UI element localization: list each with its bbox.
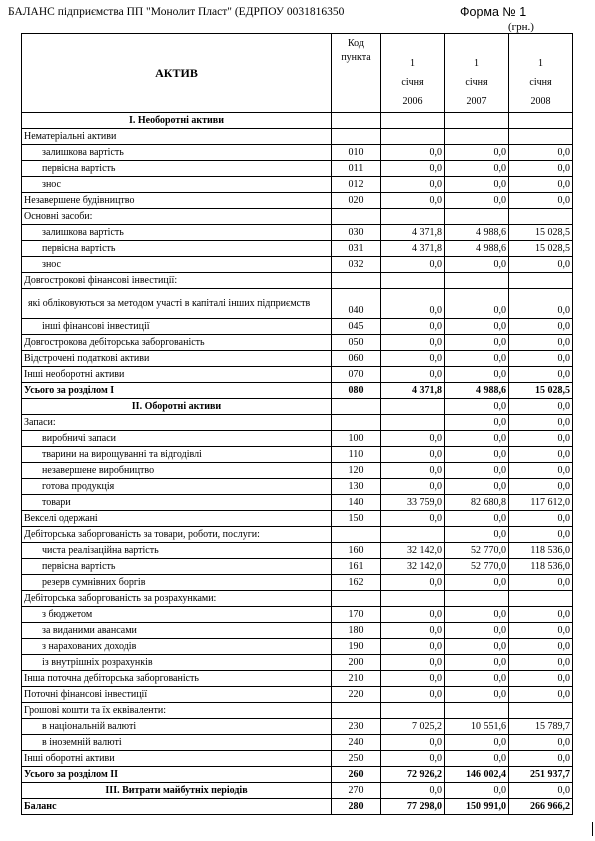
table-row [22,225,573,241]
table-row [22,751,573,767]
value-2006: 0,0 [381,447,445,463]
col2-day: 1 [474,58,479,69]
table-row [22,703,573,719]
value-2007 [445,273,509,289]
value-2006 [381,209,445,225]
value-2008: 0,0 [509,257,573,273]
value-2007: 0,0 [445,415,509,431]
value-2006: 0,0 [381,687,445,703]
value-2006: 0,0 [381,367,445,383]
row-label: Довгострокові фінансові інвестиції: [22,273,332,289]
row-label: залишкова вартість [22,225,332,241]
value-2008: 0,0 [509,671,573,687]
table-row [22,447,573,463]
row-code: 110 [332,447,381,463]
row-code: 070 [332,367,381,383]
row-code [332,113,381,129]
row-code: 032 [332,257,381,273]
row-label: Незавершене будівництво [22,193,332,209]
row-code: 045 [332,319,381,335]
table-row [22,273,573,289]
value-2008: 15 028,5 [509,225,573,241]
row-label: Усього за розділом ІІ [22,767,332,783]
balance-table [21,33,573,815]
column-header-active: АКТИВ [22,34,332,113]
table-row [22,623,573,639]
row-label: чиста реалізаційна вартість [22,543,332,559]
currency-unit: (грн.) [508,21,534,33]
row-code: 190 [332,639,381,655]
row-label: з бюджетом [22,607,332,623]
value-2007: 0,0 [445,655,509,671]
value-2006: 0,0 [381,193,445,209]
value-2007: 0,0 [445,783,509,799]
table-row [22,431,573,447]
row-label: Інші оборотні активи [22,751,332,767]
row-label: Запаси: [22,415,332,431]
value-2008: 0,0 [509,289,573,319]
value-2008: 0,0 [509,367,573,383]
table-row [22,351,573,367]
value-2008: 0,0 [509,783,573,799]
row-label: знос [22,177,332,193]
value-2007 [445,113,509,129]
row-label: в національній валюті [22,719,332,735]
table-row [22,113,573,129]
value-2008: 0,0 [509,447,573,463]
value-2006: 0,0 [381,145,445,161]
value-2006: 4 371,8 [381,241,445,257]
row-code: 161 [332,559,381,575]
col3-day: 1 [538,58,543,69]
value-2006: 72 926,2 [381,767,445,783]
column-header-2008 [509,34,573,113]
table-row [22,543,573,559]
value-2007: 0,0 [445,335,509,351]
row-label: Відстрочені податкові активи [22,351,332,367]
table-row [22,687,573,703]
col2-year: 2007 [466,96,487,107]
value-2008 [509,209,573,225]
value-2008: 0,0 [509,319,573,335]
row-label: Усього за розділом І [22,383,332,399]
value-2007: 0,0 [445,145,509,161]
column-header-2007 [445,34,509,113]
row-code: 162 [332,575,381,591]
col3-year: 2008 [530,96,551,107]
value-2007: 0,0 [445,161,509,177]
row-code: 100 [332,431,381,447]
value-2006 [381,591,445,607]
value-2006 [381,703,445,719]
table-row [22,655,573,671]
row-label: ІІ. Оборотні активи [22,399,332,415]
row-label: незавершене виробництво [22,463,332,479]
row-code: 030 [332,225,381,241]
value-2007: 0,0 [445,193,509,209]
value-2007: 0,0 [445,511,509,527]
value-2008 [509,703,573,719]
row-code: 012 [332,177,381,193]
column-header-code [332,34,381,113]
row-code: 060 [332,351,381,367]
value-2007: 0,0 [445,751,509,767]
row-code [332,129,381,145]
value-2006: 0,0 [381,289,445,319]
value-2006: 33 759,0 [381,495,445,511]
table-row [22,479,573,495]
value-2008: 0,0 [509,335,573,351]
value-2006: 0,0 [381,479,445,495]
table-row [22,383,573,399]
row-label: первісна вартість [22,559,332,575]
table-row [22,319,573,335]
value-2007 [445,129,509,145]
value-2007: 10 551,6 [445,719,509,735]
value-2007: 146 002,4 [445,767,509,783]
value-2007: 4 988,6 [445,383,509,399]
row-code: 170 [332,607,381,623]
row-label: виробничі запаси [22,431,332,447]
row-code: 160 [332,543,381,559]
row-code [332,399,381,415]
col3-month: січня [529,77,552,88]
table-row [22,783,573,799]
value-2007: 0,0 [445,367,509,383]
row-code: 020 [332,193,381,209]
row-code: 150 [332,511,381,527]
row-label: ІІІ. Витрати майбутніх періодів [22,783,332,799]
value-2008: 0,0 [509,351,573,367]
value-2006: 0,0 [381,511,445,527]
row-label: знос [22,257,332,273]
row-code: 031 [332,241,381,257]
value-2008: 118 536,0 [509,543,573,559]
value-2007 [445,591,509,607]
value-2008 [509,113,573,129]
value-2007: 0,0 [445,257,509,273]
table-row [22,129,573,145]
table-row [22,177,573,193]
value-2007: 82 680,8 [445,495,509,511]
value-2006 [381,113,445,129]
row-code: 270 [332,783,381,799]
value-2006: 0,0 [381,623,445,639]
value-2007: 0,0 [445,623,509,639]
value-2006: 0,0 [381,335,445,351]
table-row [22,193,573,209]
value-2006: 0,0 [381,671,445,687]
table-row [22,463,573,479]
table-row [22,399,573,415]
value-2007: 0,0 [445,575,509,591]
form-number: Форма № 1 [460,5,527,19]
row-label: Інша поточна дебіторська заборгованість [22,671,332,687]
value-2007 [445,209,509,225]
edge-mark [592,822,593,836]
value-2006: 7 025,2 [381,719,445,735]
value-2008: 0,0 [509,431,573,447]
value-2006: 0,0 [381,351,445,367]
value-2008: 15 789,7 [509,719,573,735]
value-2008: 266 966,2 [509,799,573,815]
value-2008: 0,0 [509,735,573,751]
table-row [22,257,573,273]
row-code: 260 [332,767,381,783]
row-code: 250 [332,751,381,767]
row-label: які обліковуються за методом участі в капіталі інших підприємств [22,289,332,319]
value-2008: 0,0 [509,399,573,415]
row-label: Інші необоротні активи [22,367,332,383]
col1-day: 1 [410,58,415,69]
value-2008: 15 028,5 [509,383,573,399]
value-2007: 4 988,6 [445,225,509,241]
row-code: 140 [332,495,381,511]
value-2006: 4 371,8 [381,225,445,241]
row-code: 080 [332,383,381,399]
value-2006 [381,273,445,289]
row-code: 050 [332,335,381,351]
row-code [332,415,381,431]
value-2007: 0,0 [445,479,509,495]
table-row [22,559,573,575]
column-header-2006 [381,34,445,113]
row-code [332,527,381,543]
table-row [22,209,573,225]
value-2008: 0,0 [509,527,573,543]
row-label: тварини на вирощуванні та відгодівлі [22,447,332,463]
value-2008: 0,0 [509,575,573,591]
table-row [22,671,573,687]
value-2007: 0,0 [445,177,509,193]
value-2008: 0,0 [509,161,573,177]
row-label: Баланс [22,799,332,815]
value-2006: 0,0 [381,783,445,799]
row-code [332,273,381,289]
value-2006: 0,0 [381,177,445,193]
code-header-label: Код пункта [341,38,371,63]
value-2006: 0,0 [381,639,445,655]
table-row [22,495,573,511]
table-row [22,639,573,655]
row-code: 130 [332,479,381,495]
row-label: Довгострокова дебіторська заборгованість [22,335,332,351]
value-2006 [381,399,445,415]
row-code: 280 [332,799,381,815]
row-label: резерв сумнівних боргів [22,575,332,591]
value-2006: 0,0 [381,575,445,591]
row-label: Дебіторська заборгованість за товари, роботи, послуги: [22,527,332,543]
value-2008: 0,0 [509,751,573,767]
value-2007: 0,0 [445,687,509,703]
row-label: в іноземній валюті [22,735,332,751]
value-2008: 0,0 [509,655,573,671]
value-2008: 0,0 [509,639,573,655]
value-2007: 0,0 [445,607,509,623]
row-code: 120 [332,463,381,479]
value-2006 [381,415,445,431]
value-2007: 52 770,0 [445,543,509,559]
table-row [22,289,573,319]
value-2008 [509,273,573,289]
value-2007: 0,0 [445,463,509,479]
value-2007: 0,0 [445,527,509,543]
row-code [332,209,381,225]
value-2006: 0,0 [381,735,445,751]
value-2007: 0,0 [445,319,509,335]
table-row [22,767,573,783]
value-2008: 251 937,7 [509,767,573,783]
table-row [22,607,573,623]
value-2008: 0,0 [509,177,573,193]
row-code [332,703,381,719]
value-2008: 0,0 [509,623,573,639]
row-code: 011 [332,161,381,177]
row-label: Основні засоби: [22,209,332,225]
row-label: Векселі одержані [22,511,332,527]
row-code: 040 [332,289,381,319]
value-2006 [381,129,445,145]
table-row [22,719,573,735]
table-row [22,575,573,591]
table-row [22,145,573,161]
value-2007: 4 988,6 [445,241,509,257]
table-row [22,335,573,351]
value-2007 [445,703,509,719]
value-2008: 0,0 [509,415,573,431]
value-2006: 0,0 [381,257,445,273]
document-title: БАЛАНС підприємства ПП "Монолит Пласт" (ЕДРПОУ 0031816350 [8,6,345,18]
col2-month: січня [465,77,488,88]
row-code: 180 [332,623,381,639]
row-label: Поточні фінансові інвестиції [22,687,332,703]
row-label: з нарахованих доходів [22,639,332,655]
value-2008 [509,591,573,607]
value-2007: 0,0 [445,351,509,367]
table-row [22,735,573,751]
table-row [22,511,573,527]
value-2007: 0,0 [445,639,509,655]
value-2007: 0,0 [445,447,509,463]
value-2008: 117 612,0 [509,495,573,511]
value-2006: 4 371,8 [381,383,445,399]
value-2008: 15 028,5 [509,241,573,257]
value-2008: 118 536,0 [509,559,573,575]
table-row [22,415,573,431]
row-label: за виданими авансами [22,623,332,639]
table-row [22,527,573,543]
value-2006: 0,0 [381,463,445,479]
value-2006: 32 142,0 [381,543,445,559]
table-row [22,241,573,257]
value-2006: 0,0 [381,751,445,767]
value-2006: 0,0 [381,319,445,335]
value-2007: 0,0 [445,671,509,687]
value-2006: 32 142,0 [381,559,445,575]
table-row [22,367,573,383]
value-2008 [509,129,573,145]
table-row [22,591,573,607]
value-2006: 77 298,0 [381,799,445,815]
value-2007: 0,0 [445,431,509,447]
row-label: первісна вартість [22,241,332,257]
value-2008: 0,0 [509,687,573,703]
value-2008: 0,0 [509,145,573,161]
value-2006 [381,527,445,543]
row-code: 210 [332,671,381,687]
value-2006: 0,0 [381,431,445,447]
row-code: 200 [332,655,381,671]
value-2006: 0,0 [381,655,445,671]
row-label: первісна вартість [22,161,332,177]
row-code: 230 [332,719,381,735]
row-label: І. Необоротні активи [22,113,332,129]
row-label: із внутрішніх розрахунків [22,655,332,671]
value-2007: 0,0 [445,735,509,751]
row-label: інші фінансові інвестиції [22,319,332,335]
value-2007: 150 991,0 [445,799,509,815]
row-code: 220 [332,687,381,703]
row-label: готова продукція [22,479,332,495]
row-code: 010 [332,145,381,161]
table-row [22,161,573,177]
value-2007: 0,0 [445,289,509,319]
row-label: Грошові кошти та їх еквіваленти: [22,703,332,719]
value-2008: 0,0 [509,479,573,495]
row-label: Дебіторська заборгованість за розрахунками: [22,591,332,607]
value-2008: 0,0 [509,511,573,527]
value-2007: 52 770,0 [445,559,509,575]
value-2006: 0,0 [381,607,445,623]
table-row [22,799,573,815]
row-label: товари [22,495,332,511]
value-2007: 0,0 [445,399,509,415]
row-code: 240 [332,735,381,751]
value-2008: 0,0 [509,463,573,479]
row-label: залишкова вартість [22,145,332,161]
value-2008: 0,0 [509,193,573,209]
row-label: Нематеріальні активи [22,129,332,145]
row-code [332,591,381,607]
col1-month: січня [401,77,424,88]
value-2006: 0,0 [381,161,445,177]
value-2008: 0,0 [509,607,573,623]
col1-year: 2006 [402,96,423,107]
